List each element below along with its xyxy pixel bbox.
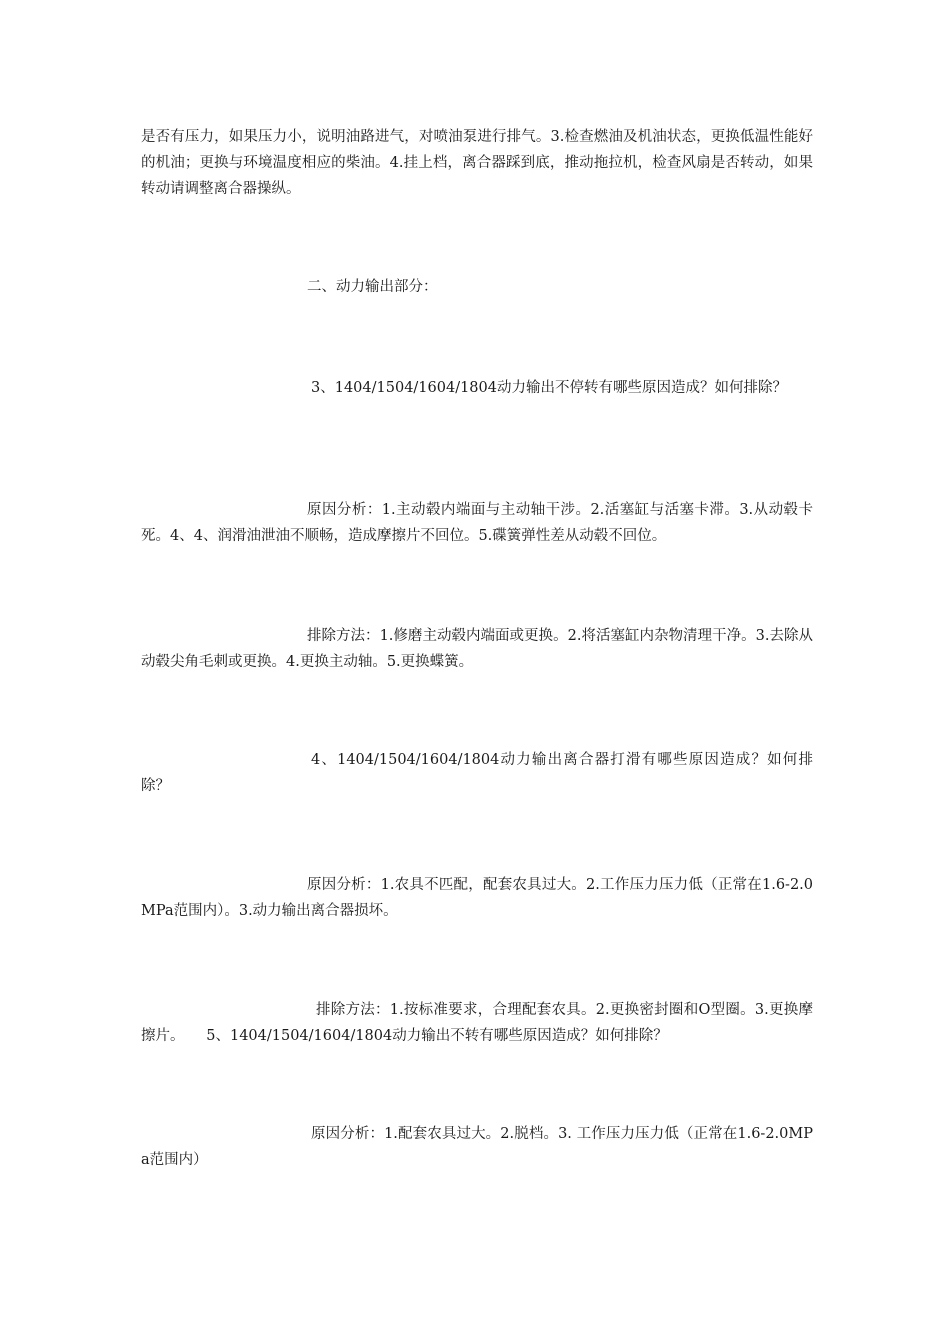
question-4-solution-and-question-5-heading: 排除方法：1.按标准要求，合理配套农具。2.更换密封圈和O型圈。3.更换摩擦片。 5、1404/1504/1604/1804动力输出不转有哪些原因造成？如何排除？ xyxy=(141,1002,813,1044)
question-3-cause-analysis: 原因分析：1.主动毂内端面与主动轴干涉。2.活塞缸与活塞卡滞。3.从动毂卡死。4、4、润滑油泄油不顺畅，造成摩擦片不回位。5.碟簧弹性差从动毂不回位。 xyxy=(141,502,813,544)
paragraph-engine-check-continued: 是否有压力，如果压力小，说明油路进气，对喷油泵进行排气。3.检查燃油及机油状态，更换低温性能好的机油；更换与环境温度相应的柴油。4.挂上档，离合器踩到底，推动拖拉机，检查风扇是否转动，如果转动请调整离合器操纵。 xyxy=(141,129,813,197)
question-5-cause-analysis: 原因分析：1.配套农具过大。2.脱档。3. 工作压力压力低（正常在1.6-2.0MPa范围内） xyxy=(141,1126,813,1168)
section-heading-power-output: 二、动力输出部分： xyxy=(307,279,438,295)
question-4-cause-analysis: 原因分析：1.农具不匹配，配套农具过大。2.工作压力压力低（正常在1.6-2.0MPa范围内）。3.动力输出离合器损坏。 xyxy=(141,877,813,919)
question-3-heading: 3、1404/1504/1604/1804动力输出不停转有哪些原因造成？如何排除？ xyxy=(311,380,787,396)
question-4-heading: 4、1404/1504/1604/1804动力输出离合器打滑有哪些原因造成？如何排除？ xyxy=(141,752,813,794)
question-3-solution: 排除方法：1.修磨主动毂内端面或更换。2.将活塞缸内杂物清理干净。3.去除从动毂尖角毛刺或更换。4.更换主动轴。5.更换蝶簧。 xyxy=(141,628,813,670)
